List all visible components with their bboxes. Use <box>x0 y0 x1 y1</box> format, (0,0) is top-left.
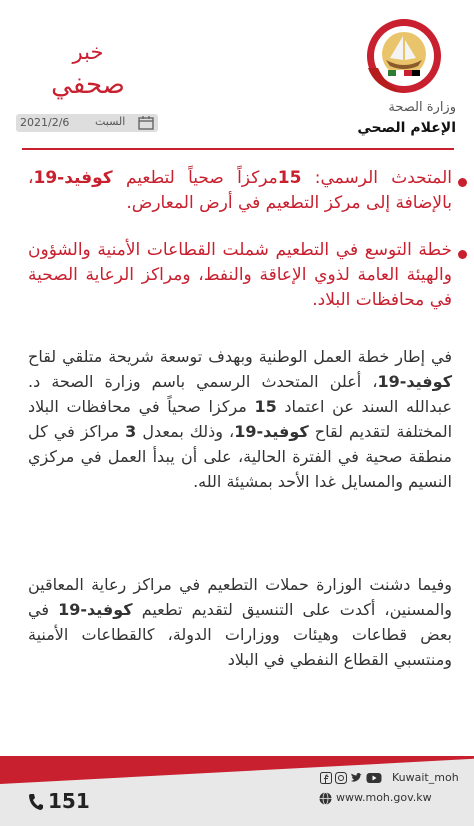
vaccine-name: كوفيد-19 <box>234 422 309 441</box>
headline-2: خطة التوسع في التطعيم شملت القطاعات الأمنية والشؤون والهيئة العامة لذوي الإعاقة والنفط، ومراكز الرعاية الصحية في محافظات البلاد. <box>28 240 452 310</box>
paragraph-text: في بعض قطاعات وهيئات ووزارات الدولة، كالقطاعات الأمنية ومنتسبي القطاع النفطي في البلاد <box>28 600 452 669</box>
paragraph-text: في إطار خطة العمل الوطنية وبهدف توسعة شريحة متلقي لقاح <box>28 347 452 366</box>
calendar-icon <box>138 116 154 130</box>
website-link[interactable]: www.moh.gov.kw <box>336 791 432 804</box>
bullet-icon <box>458 250 467 259</box>
headline-1 <box>28 166 452 216</box>
paragraph-text: مراكز في كل منطقة صحية في الفترة الحالية، على أن يبدأ العمل في مركزي النسيم والمسايل غدا الأحد بمشيئة الله. <box>28 422 452 491</box>
social-handle[interactable]: Kuwait_moh <box>392 771 459 784</box>
release-kind-line1: خبر <box>72 40 104 64</box>
globe-icon <box>319 792 332 805</box>
department-name: الإعلام الصحي <box>357 120 456 136</box>
ministry-logo <box>366 18 442 94</box>
bullet-icon <box>458 178 467 187</box>
headline-1-text: مركزاً صحياً لتطعيم <box>112 168 278 188</box>
release-day: السبت <box>95 115 126 128</box>
headline-1-text: ، بالإضافة إلى مركز التطعيم في أرض المعارض. <box>28 168 452 213</box>
vaccine-name: كوفيد-19 <box>58 600 133 619</box>
headline-1-number: 15 <box>277 168 302 188</box>
release-date: 2021/2/6 <box>20 116 70 129</box>
body-paragraph-2 <box>28 572 452 672</box>
facebook-icon[interactable] <box>320 772 332 784</box>
vaccine-name: كوفيد-19 <box>377 372 452 391</box>
body-paragraph-1 <box>28 344 452 494</box>
twitter-icon[interactable] <box>350 772 362 784</box>
paragraph-text: ، أعلن المتحدث الرسمي باسم وزارة الصحة د. عبدالله السند عن اعتماد <box>28 372 452 416</box>
headline-1-vaccine: كوفيد-19 <box>33 168 113 188</box>
centers-per-region: 3 <box>125 422 137 441</box>
instagram-icon[interactable] <box>335 772 347 784</box>
paragraph-text: ، وذلك بمعدل <box>136 422 235 441</box>
date-bar <box>16 114 158 132</box>
paragraph-text: وفيما دشنت الوزارة حملات التطعيم في مراكز رعاية المعاقين والمسنين، أكدت على التنسيق لتقديم تطعيم <box>28 575 452 619</box>
youtube-icon[interactable] <box>366 772 382 784</box>
paragraph-text: مركزا صحياً في محافظات البلاد المختلفة لتقديم لقاح <box>28 397 453 441</box>
ministry-name: وزارة الصحة <box>388 100 456 115</box>
release-kind-line2: صحفي <box>51 70 125 100</box>
centers-count: 15 <box>254 397 277 416</box>
header-divider <box>22 148 454 150</box>
headline-1-text: المتحدث الرسمي: <box>301 168 452 188</box>
hotline-number[interactable]: 151 <box>48 789 90 813</box>
phone-icon <box>28 793 44 811</box>
